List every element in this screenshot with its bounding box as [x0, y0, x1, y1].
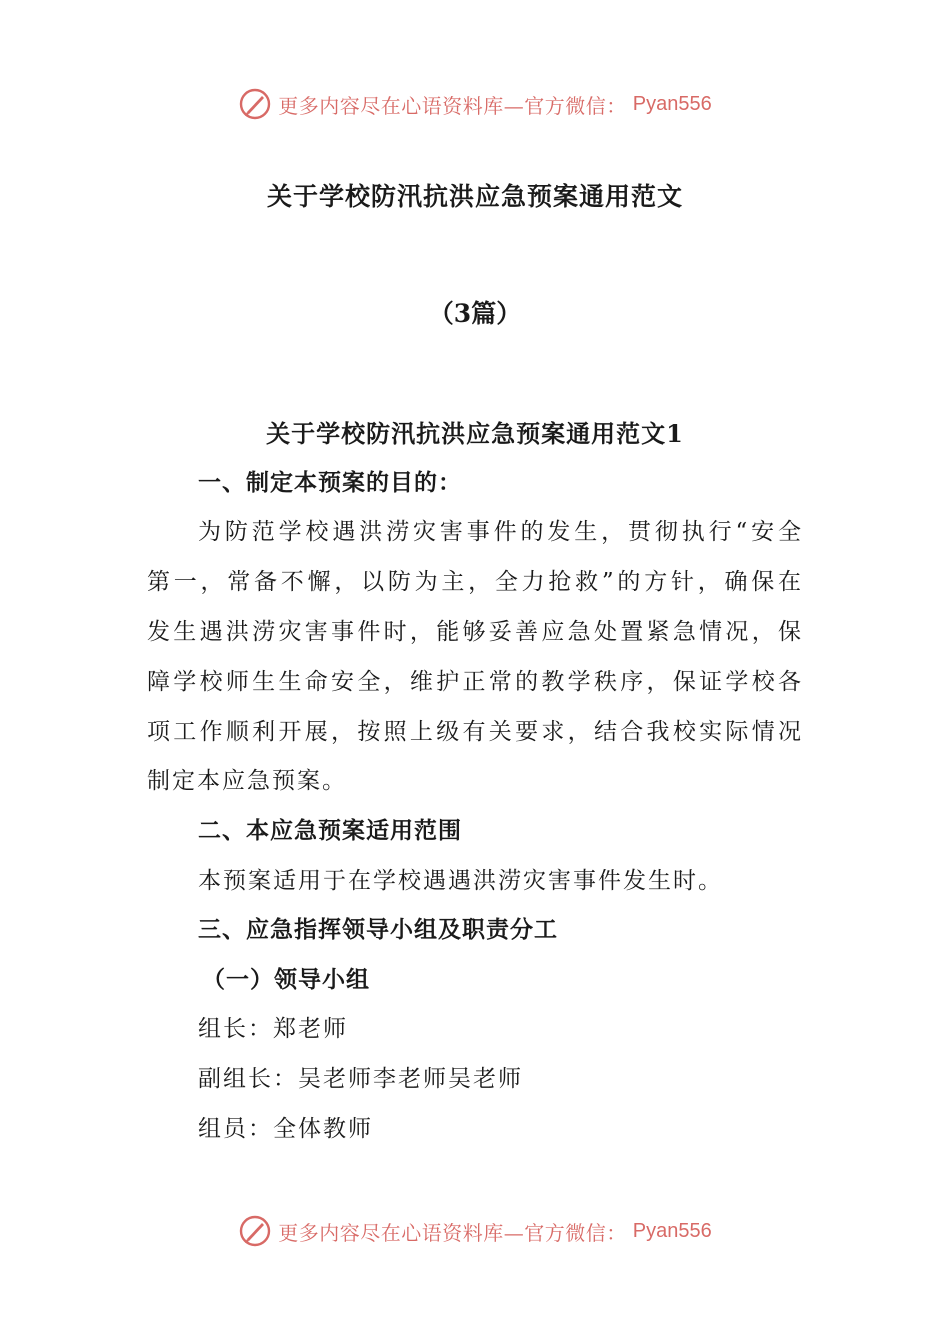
paragraph-scope: 本预案适用于在学校遇遇洪涝灾害事件发生时。 — [198, 868, 723, 894]
document-subtitle: （3篇） — [428, 299, 522, 328]
watermark-text: 更多内容尽在心语资料库—官方微信： — [278, 93, 627, 118]
paragraph-line: 障学校师生生命安全，维护正常的教学秩序，保证学校各 — [147, 669, 803, 695]
leader-line: 组长：郑老师 — [198, 1016, 348, 1042]
heading-scope: 二、本应急预案适用范围 — [198, 817, 462, 844]
paragraph-line: 第一，常备不懈，以防为主，全力抢救”的方针，确保在 — [147, 569, 803, 595]
paragraph-line: 发生遇洪涝灾害事件时，能够妥善应急处置紧急情况，保 — [147, 619, 803, 645]
paragraph-line: 制定本应急预案。 — [147, 768, 347, 794]
watermark-text: 更多内容尽在心语资料库—官方微信： — [278, 1220, 627, 1245]
heading-command-group: 三、应急指挥领导小组及职责分工 — [198, 916, 558, 943]
quill-logo-icon — [238, 1214, 272, 1248]
paragraph-line: 为防范学校遇洪涝灾害事件的发生，贯彻执行“安全 — [198, 519, 803, 545]
section-title: 关于学校防汛抗洪应急预案通用范文1 — [266, 419, 684, 448]
members-line: 组员：全体教师 — [198, 1116, 373, 1142]
watermark-header — [0, 84, 950, 124]
watermark-handle: Pyan556 — [632, 1219, 712, 1242]
quill-logo-icon — [238, 87, 272, 121]
heading-purpose: 一、制定本预案的目的： — [198, 469, 462, 496]
paragraph-line: 项工作顺利开展，按照上级有关要求，结合我校实际情况 — [147, 719, 803, 745]
watermark-handle: Pyan556 — [632, 92, 712, 115]
document-title: 关于学校防汛抗洪应急预案通用范文 — [266, 182, 683, 211]
subheading-leadership-group: （一）领导小组 — [202, 966, 370, 993]
deputy-leader-line: 副组长：吴老师李老师吴老师 — [198, 1066, 523, 1092]
watermark-footer — [0, 1211, 950, 1251]
